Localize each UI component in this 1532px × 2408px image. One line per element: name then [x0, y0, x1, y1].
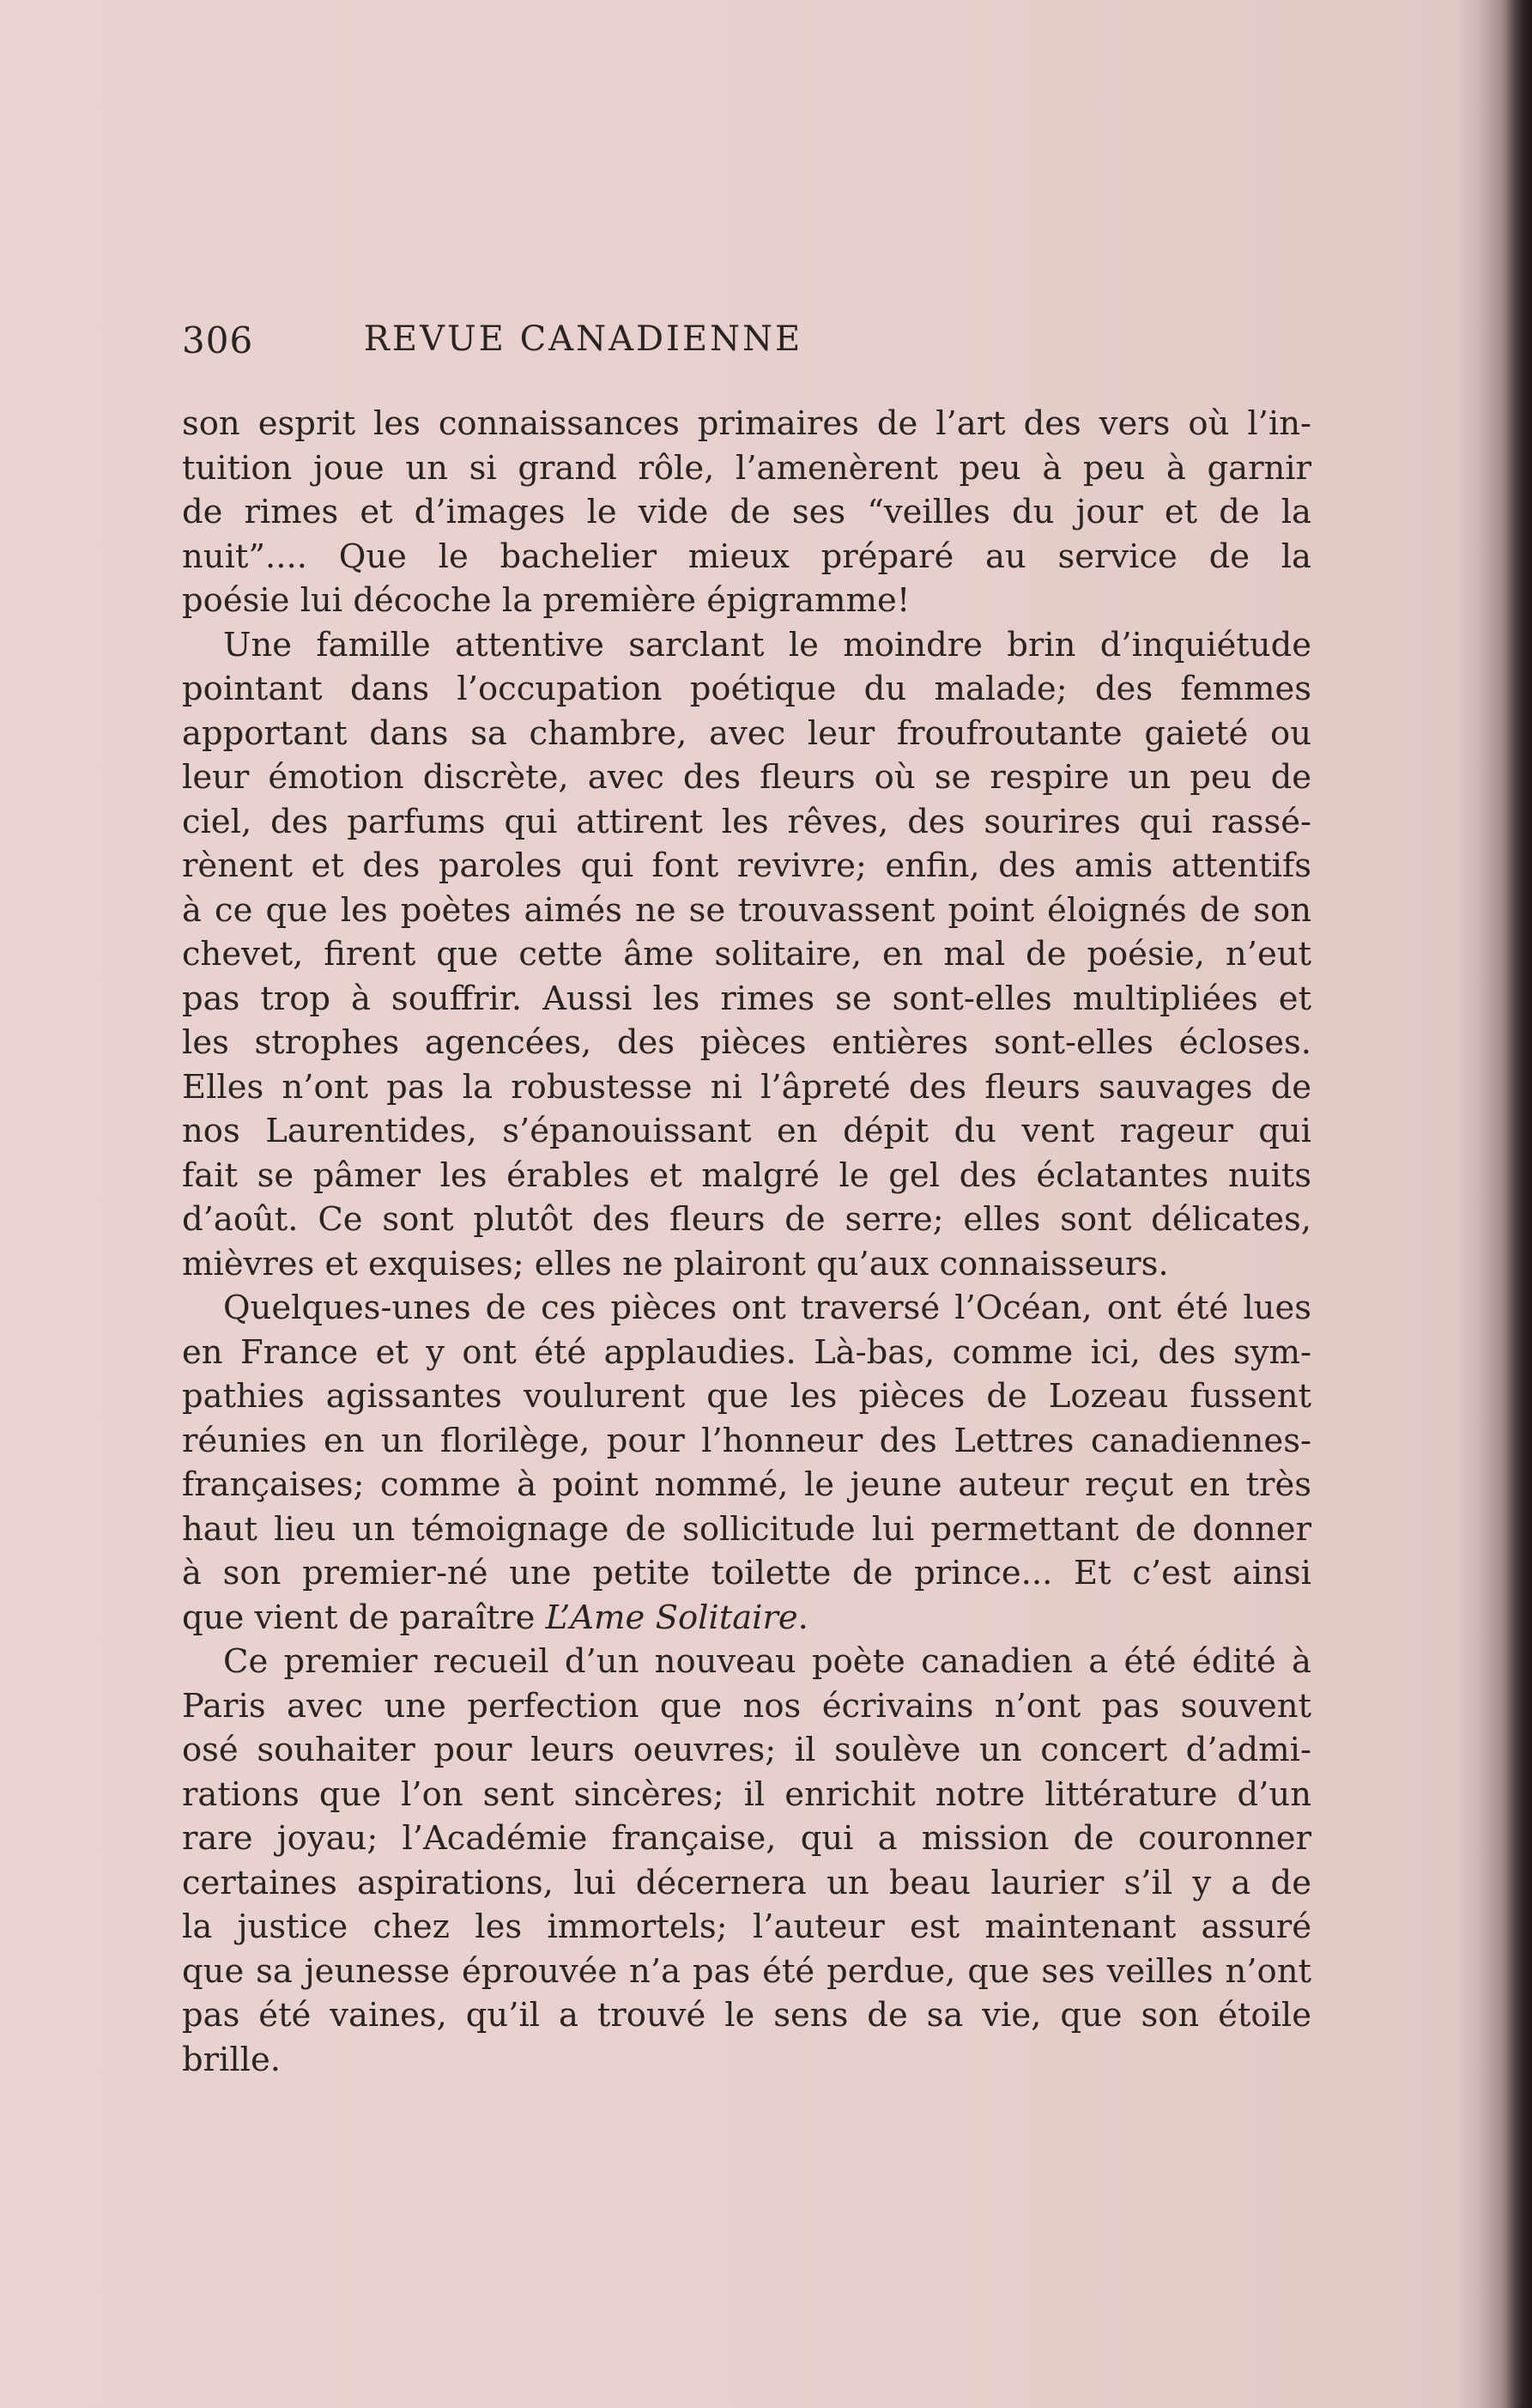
- text-line-with-title: [182, 1596, 1311, 1641]
- text-line: brille.: [182, 2040, 282, 2079]
- text-line: tuition joue un si grand rôle, l’amenèrent peu à peu à garnir: [182, 448, 1311, 488]
- text-line: ciel, des parfums qui attirent les rêves, des sourires qui rassé-: [182, 802, 1311, 841]
- text-line: Ce premier recueil d’un nouveau poète canadien a été édité à: [223, 1642, 1311, 1681]
- text-line: Paris avec une perfection que nos écrivains n’ont pas souvent: [182, 1686, 1311, 1726]
- text-line: rènent et des paroles qui font revivre; enfin, des amis attentifs: [182, 846, 1311, 885]
- text-line: pathies agissantes voulurent que les pièces de Lozeau fussent: [182, 1377, 1311, 1416]
- text-fragment: que vient de paraître: [182, 1598, 546, 1637]
- running-title: REVUE CANADIENNE: [363, 319, 803, 359]
- text-line: leur émotion discrète, avec des fleurs où se respire un peu de: [182, 758, 1311, 797]
- article-body: [182, 402, 1311, 2082]
- book-title: L’Ame Solitaire: [545, 1598, 798, 1637]
- text-line: à ce que les poètes aimés ne se trouvassent point éloignés de son: [182, 890, 1311, 930]
- text-line: d’août. Ce sont plutôt des fleurs de serre; elles sont délicates,: [182, 1200, 1311, 1239]
- text-line: poésie lui décoche la première épigramme!: [182, 581, 911, 620]
- text-line: osé souhaiter pour leurs oeuvres; il soulève un concert d’admi-: [182, 1731, 1311, 1769]
- paragraph-3: [182, 1286, 1311, 1640]
- text-line: pas été vaines, qu’il a trouvé le sens de sa vie, que son étoile: [182, 1996, 1311, 2035]
- text-line: nuit”.... Que le bachelier mieux préparé au service de la: [182, 537, 1311, 576]
- text-line: mièvres et exquises; elles ne plairont qu’aux connaisseurs.: [182, 1244, 1169, 1283]
- text-line: la justice chez les immortels; l’auteur est maintenant assuré: [182, 1908, 1311, 1946]
- paragraph-1: [182, 402, 1311, 623]
- text-line: fait se pâmer les érables et malgré le gel des éclatantes nuits: [182, 1155, 1311, 1195]
- text-line: nos Laurentides, s’épanouissant en dépit du vent rageur qui: [182, 1112, 1311, 1150]
- text-line: son esprit les connaissances primaires de l’art des vers où l’in-: [182, 404, 1311, 443]
- text-line: que sa jeunesse éprouvée n’a pas été perdue, que ses veilles n’ont: [182, 1951, 1311, 1991]
- text-line: certaines aspirations, lui décernera un beau laurier s’il y a de: [182, 1863, 1311, 1902]
- text-line: rare joyau; l’Académie française, qui a mission de couronner: [182, 1819, 1311, 1858]
- paragraph-2: [182, 623, 1311, 1287]
- text-line: apportant dans sa chambre, avec leur froufroutante gaieté ou: [182, 713, 1311, 753]
- text-line: pas trop à souffrir. Aussi les rimes se sont-elles multipliées et: [182, 979, 1311, 1018]
- text-line: françaises; comme à point nommé, le jeune auteur reçut en très: [182, 1465, 1311, 1504]
- page-header: [182, 319, 984, 371]
- text-line: Une famille attentive sarclant le moindre brin d’inquiétude: [223, 625, 1311, 664]
- text-line: pointant dans l’occupation poétique du malade; des femmes: [182, 670, 1311, 708]
- text-line: haut lieu un témoignage de sollicitude lui permettant de donner: [182, 1509, 1311, 1549]
- page-number: 306: [182, 319, 254, 361]
- text-line: de rimes et d’images le vide de ses “veilles du jour et de la: [182, 493, 1311, 531]
- text-line: Quelques-unes de ces pièces ont traversé l’Océan, ont été lues: [223, 1289, 1311, 1327]
- text-line: Elles n’ont pas la robustesse ni l’âpreté des fleurs sauvages de: [182, 1067, 1311, 1107]
- text-line: en France et y ont été applaudies. Là-bas, comme ici, des sym-: [182, 1332, 1311, 1372]
- page-edge-shadow: [1481, 0, 1532, 2408]
- text-line: réunies en un florilège, pour l’honneur des Lettres canadiennes-: [182, 1421, 1311, 1460]
- text-fragment: .: [797, 1598, 808, 1637]
- paragraph-4: [182, 1640, 1311, 2082]
- text-line: à son premier-né une petite toilette de prince... Et c’est ainsi: [182, 1554, 1311, 1592]
- text-line: les strophes agencées, des pièces entières sont-elles écloses.: [182, 1023, 1311, 1062]
- text-line: chevet, firent que cette âme solitaire, en mal de poésie, n’eut: [182, 935, 1311, 974]
- text-line: rations que l’on sent sincères; il enrichit notre littérature d’un: [182, 1774, 1311, 1814]
